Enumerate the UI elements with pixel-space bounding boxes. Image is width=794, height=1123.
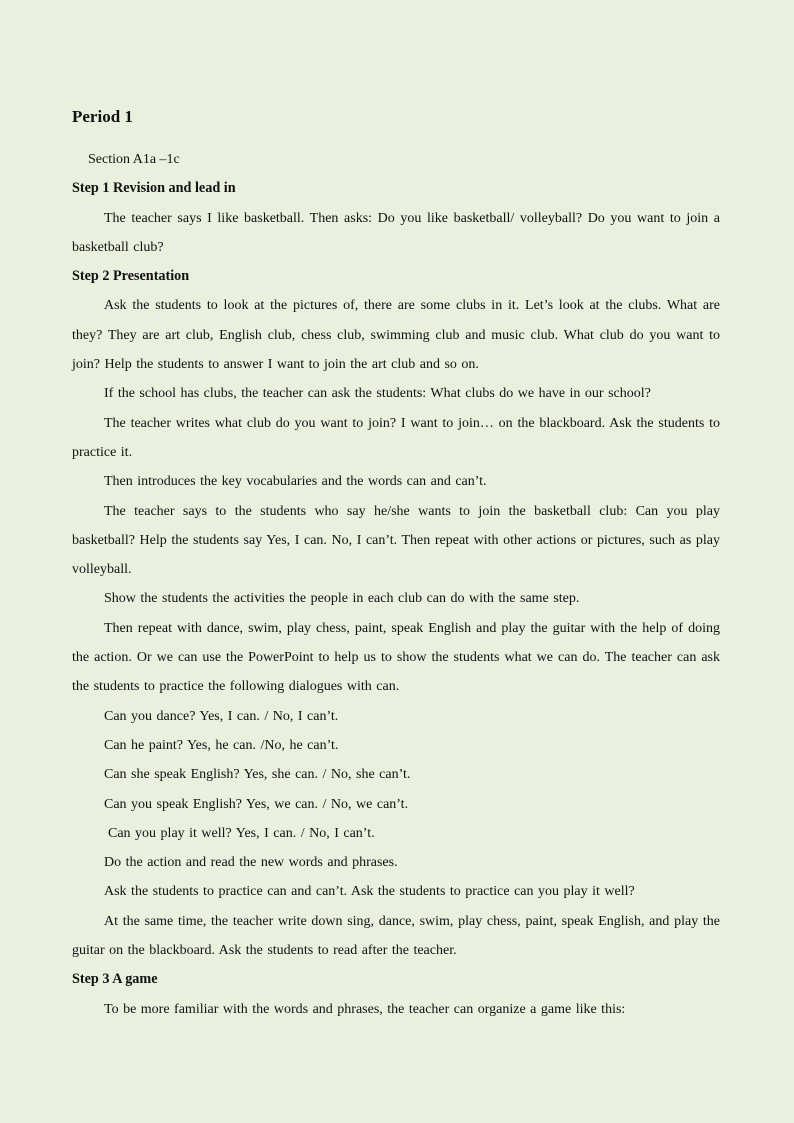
step3-paragraph: To be more familiar with the words and phrases, the teacher can organize a game like this: [104,1001,626,1017]
page-title: Period 1 [72,107,133,126]
section-label: Section A1a –1c [88,152,180,167]
step2-paragraph-7: Then repeat with dance, swim, play chess, paint, speak English and play the guitar with the help of doing the action. Or we can use the PowerPoint to help us to show the students what we can do. The teacher can ask the students to practice the following dialogues with can. [72,620,720,695]
step3-heading: Step 3 A game [72,971,158,988]
step2-heading: Step 2 Presentation [72,268,190,285]
dialogue-line-2: Can he paint? Yes, he can. /No, he can’t. [104,737,339,753]
step2-paragraph-4: Then introduces the key vocabularies and the words can and can’t. [104,474,487,490]
step1-heading: Step 1 Revision and lead in [72,180,236,197]
step2-paragraph-3: The teacher writes what club do you want to join? I want to join… on the blackboard. Ask the students to practice it. [72,415,720,460]
step2-paragraph-8: Do the action and read the new words and phrases. [104,855,398,871]
dialogue-line-3: Can she speak English? Yes, she can. / No, she can’t. [104,767,411,783]
step1-paragraph: The teacher says I like basketball. Then asks: Do you like basketball/ volleyball? Do you want to join a basketball club? [72,210,720,255]
step2-paragraph-1: Ask the students to look at the pictures of, there are some clubs in it. Let’s look at the clubs. What are they? They are art club, English club, chess club, swimming club and music club. What club do you want to join? Help the students to answer I want to join the art club and so on. [72,298,720,373]
dialogue-line-4: Can you speak English? Yes, we can. / No, we can’t. [104,796,409,812]
step2-paragraph-2: If the school has clubs, the teacher can ask the students: What clubs do we have in our school? [104,386,651,402]
dialogue-line-5: Can you play it well? Yes, I can. / No, I can’t. [108,825,375,841]
step2-paragraph-6: Show the students the activities the people in each club can do with the same step. [104,591,580,607]
dialogue-line-1: Can you dance? Yes, I can. / No, I can’t. [104,708,339,724]
step2-paragraph-9: Ask the students to practice can and can’t. Ask the students to practice can you play it well? [104,884,635,900]
step2-paragraph-5: The teacher says to the students who say he/she wants to join the basketball club: Can you play basketball? Help the students say Yes, I can. No, I can’t. Then repeat with other actions or pictures, such as play volleyball. [72,503,720,578]
document-page [72,105,720,1024]
step2-paragraph-10: At the same time, the teacher write down sing, dance, swim, play chess, paint, speak English, and play the guitar on the blackboard. Ask the students to read after the teacher. [72,913,720,959]
